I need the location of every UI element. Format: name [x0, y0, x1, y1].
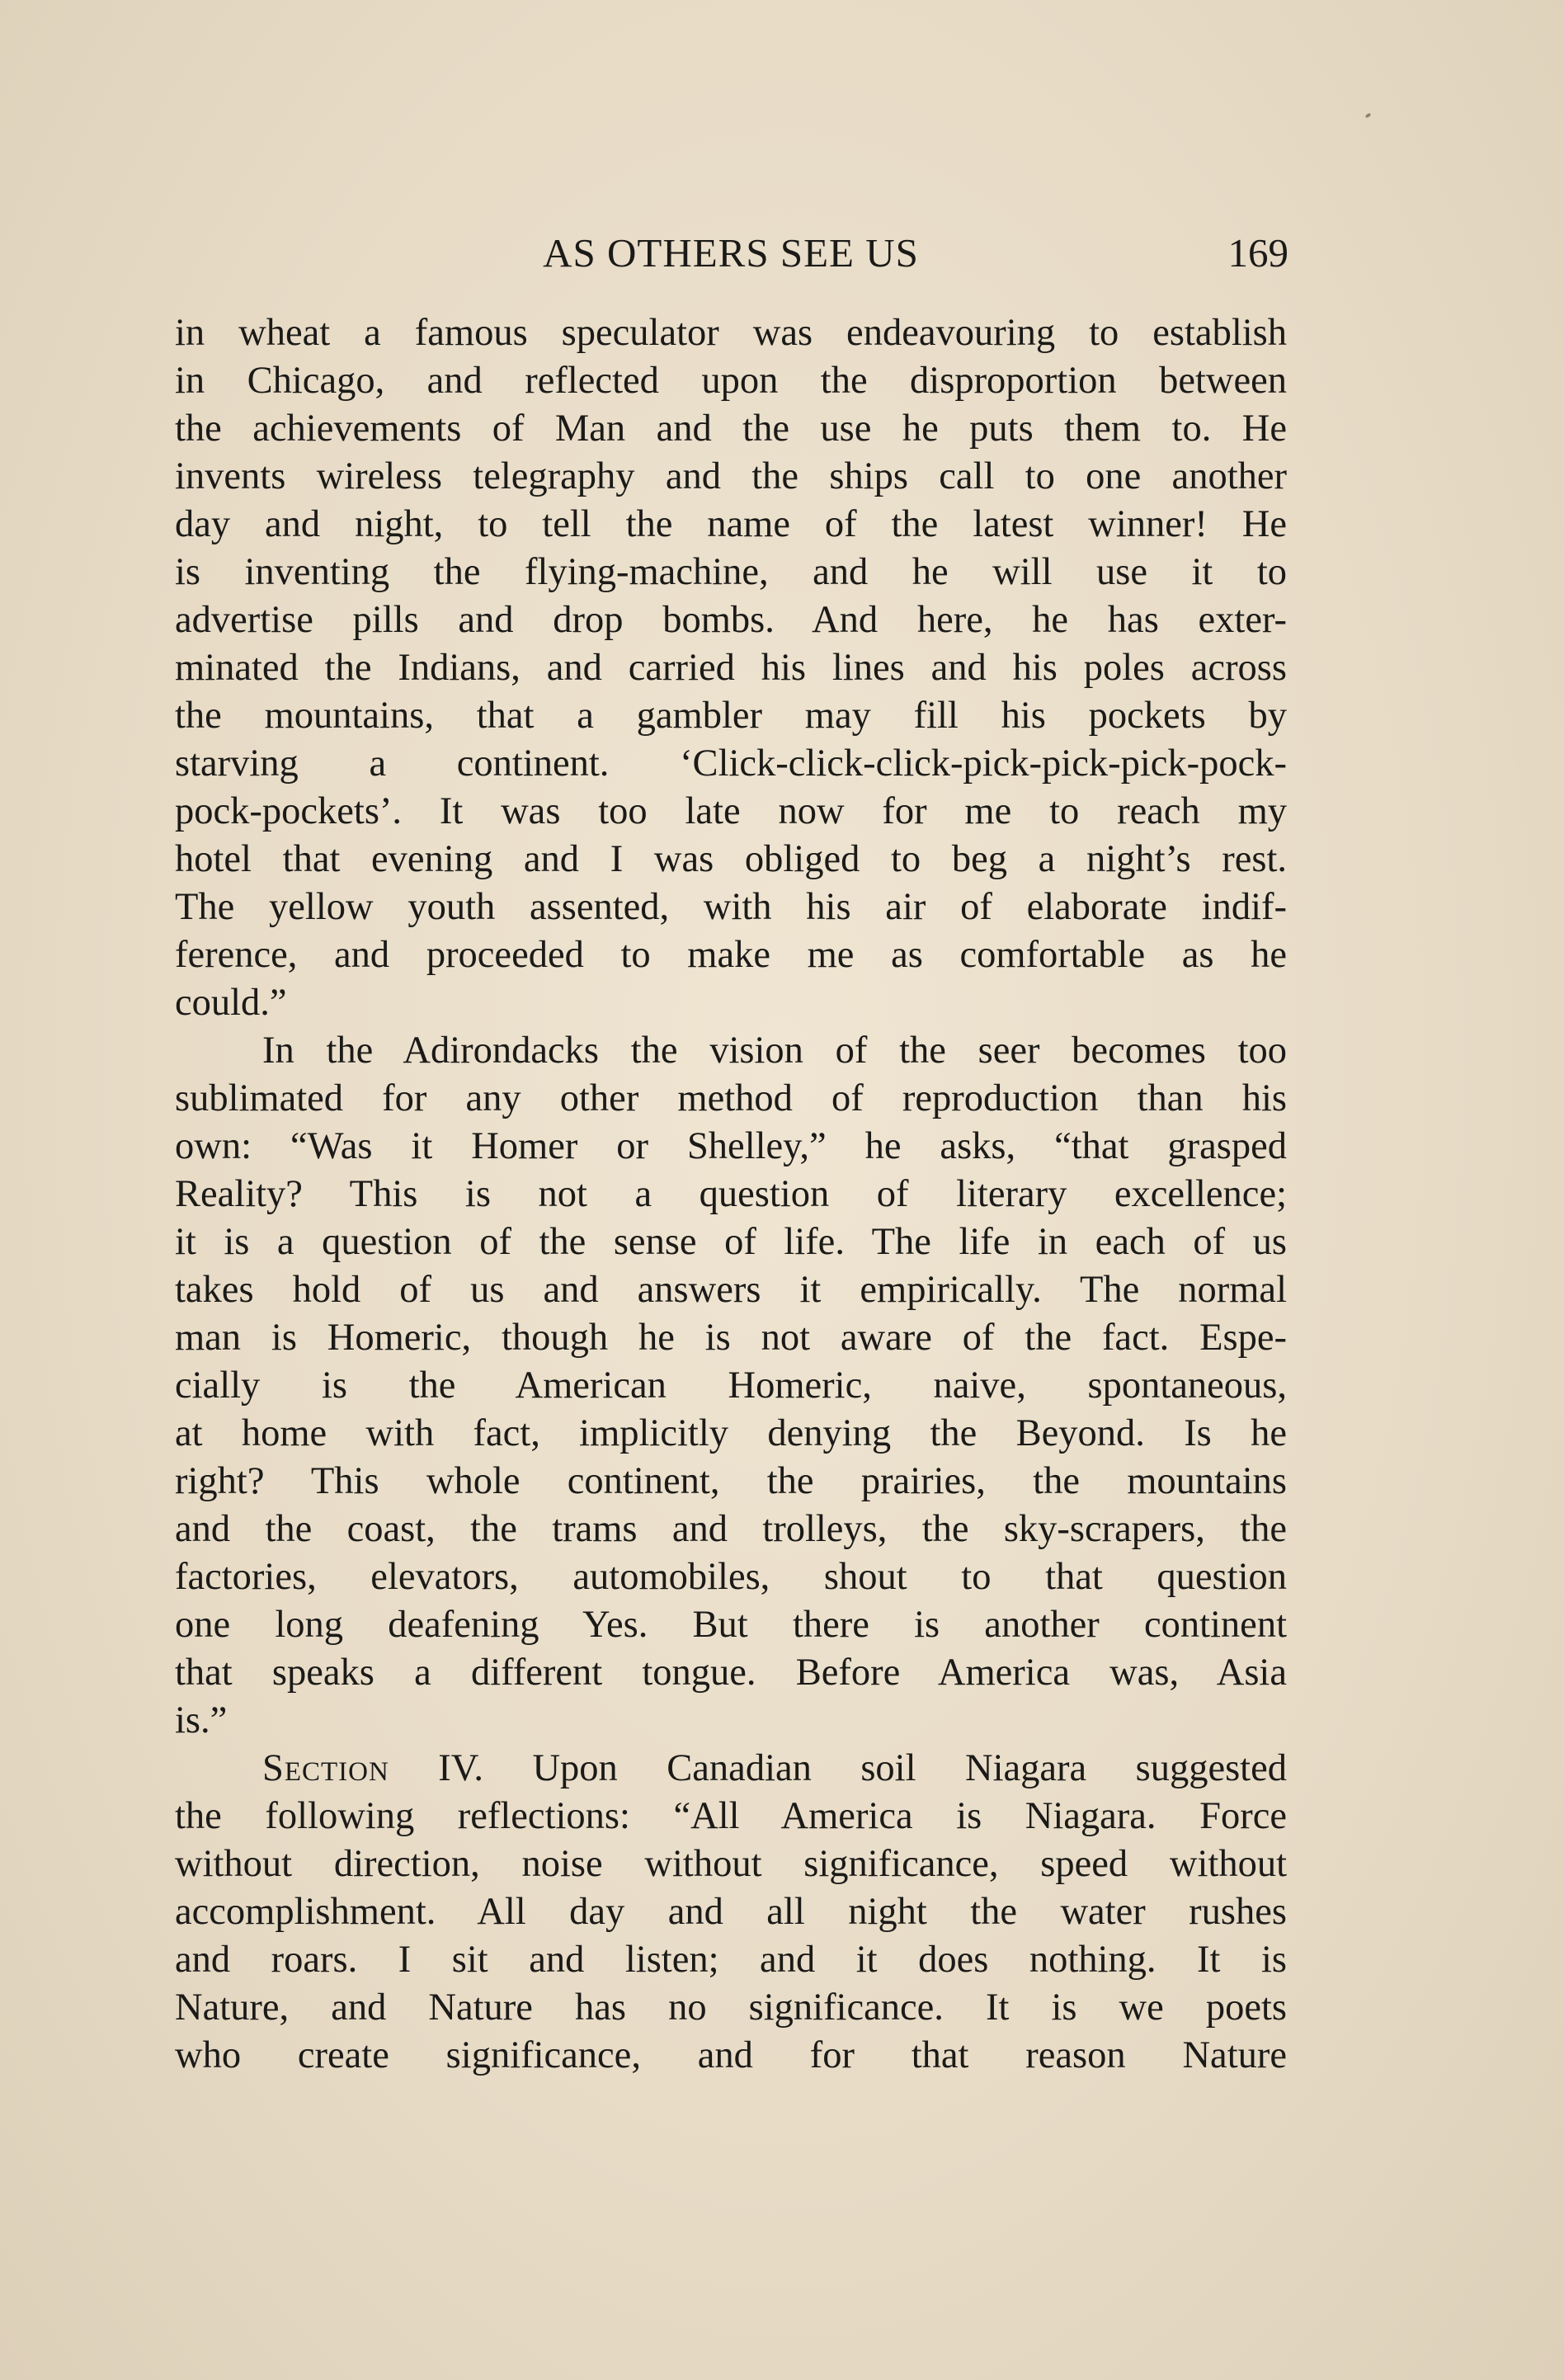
body-text: [175, 309, 1287, 2080]
text-line: In the Adirondacks the vision of the seer becomes too: [262, 1030, 1287, 1072]
page-number: 169: [1227, 230, 1288, 276]
text-line: own: “Was it Homer or Shelley,” he asks, “that grasped: [175, 1125, 1287, 1167]
text-line: The yellow youth assented, with his air of elaborate indif-: [175, 886, 1287, 928]
text-line: without direction, noise without significance, speed without: [175, 1843, 1287, 1885]
text-line-content: IV. Upon Canadian soil Niagara suggested: [389, 1747, 1287, 1789]
text-line: the following reflections: “All America is Niagara. Force: [175, 1795, 1287, 1837]
page-header: [175, 224, 1287, 282]
text-line: invents wireless telegraphy and the ships call to one another: [175, 455, 1287, 497]
text-line: ference, and proceeded to make me as comfortable as he: [175, 934, 1287, 976]
text-line: pock-pockets’. It was too late now for me to reach my: [175, 790, 1287, 832]
text-line: the mountains, that a gambler may fill his pockets by: [175, 695, 1287, 737]
text-line: one long deafening Yes. But there is another continent: [175, 1604, 1287, 1646]
text-line: advertise pills and drop bombs. And here, he has exter-: [175, 599, 1287, 641]
text-line: starving a continent. ‘Click-click-click-pick-pick-pick-pock-: [175, 742, 1287, 785]
running-head: AS OTHERS SEE US: [543, 230, 919, 276]
text-line: it is a question of the sense of life. The life in each of us: [175, 1221, 1287, 1263]
text-line: accomplishment. All day and all night the water rushes: [175, 1891, 1287, 1933]
text-line: Nature, and Nature has no significance. It is we poets: [175, 1986, 1287, 2029]
text-line: and roars. I sit and listen; and it does nothing. It is: [175, 1939, 1287, 1981]
text-line: man is Homeric, though he is not aware of the fact. Espe-: [175, 1317, 1287, 1359]
text-line: right? This whole continent, the prairies, the mountains: [175, 1460, 1287, 1502]
text-line: is inventing the flying-machine, and he will use it to: [175, 551, 1287, 593]
text-line: day and night, to tell the name of the latest winner! He: [175, 503, 1287, 545]
text-line: is.”: [175, 1699, 228, 1741]
text-line: in Chicago, and reflected upon the disproportion between: [175, 360, 1287, 402]
text-line: who create significance, and for that reason Nature: [175, 2034, 1287, 2076]
text-line: the achievements of Man and the use he puts them to. He: [175, 408, 1287, 450]
text-line: that speaks a different tongue. Before America was, Asia: [175, 1652, 1287, 1694]
text-line: could.”: [175, 982, 287, 1024]
text-line: at home with fact, implicitly denying the Beyond. Is he: [175, 1412, 1287, 1454]
text-line: takes hold of us and answers it empirically. The normal: [175, 1269, 1287, 1311]
text-line: Reality? This is not a question of literary excellence;: [175, 1173, 1287, 1215]
section-label: Section: [262, 1747, 389, 1789]
text-line: sublimated for any other method of reproduction than his: [175, 1077, 1287, 1119]
text-line: in wheat a famous speculator was endeavouring to establish: [175, 312, 1287, 354]
text-line: cially is the American Homeric, naive, spontaneous,: [175, 1364, 1287, 1407]
text-line: hotel that evening and I was obliged to beg a night’s rest.: [175, 838, 1287, 880]
text-line: minated the Indians, and carried his lines and his poles across: [175, 647, 1287, 689]
text-line: factories, elevators, automobiles, shout to that question: [175, 1556, 1287, 1598]
text-line: [175, 1745, 1287, 1793]
text-line: and the coast, the trams and trolleys, the sky-scrapers, the: [175, 1508, 1287, 1550]
